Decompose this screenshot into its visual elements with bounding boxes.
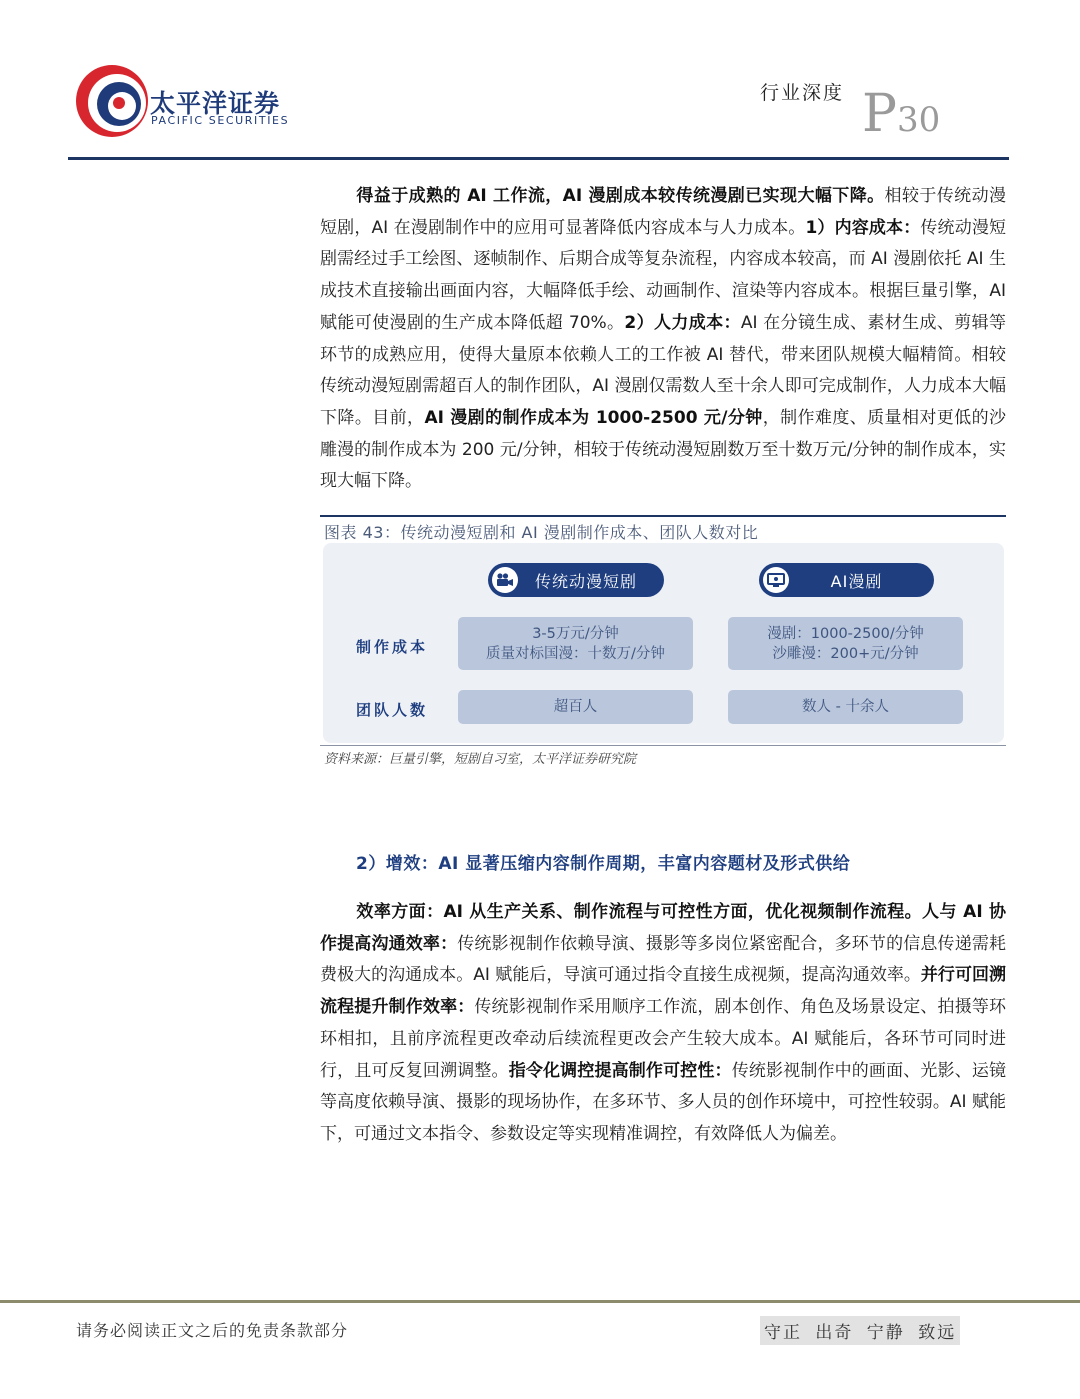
cell-traditional-team: [458, 690, 693, 724]
column-header-label: AI漫剧: [830, 571, 883, 591]
figure-bottom-rule: [320, 745, 1006, 746]
pacific-logo-icon: [72, 56, 162, 146]
cell-line: 数人 - 十余人: [802, 699, 889, 715]
para1-text: 相较于传统动漫短剧，AI 在漫剧制作中的应用可显著降低内容成本与人力成本。: [320, 186, 1007, 238]
paragraph-cost: [320, 181, 1006, 498]
para1-lead: 得益于成熟的 AI 工作流，AI 漫剧成本较传统漫剧已实现大幅下降。: [356, 186, 885, 206]
cell-line: 超百人: [553, 699, 598, 715]
para2-text: 传统影视制作依赖导演、摄影等多岗位紧密配合，多环节的信息传递需耗费极大的沟通成本。AI 赋能后，导演可通过指令直接生成视频，提高沟通效率。: [320, 933, 1007, 986]
para1-subhead-content: 1）内容成本：: [805, 217, 921, 238]
cell-line: 质量对标国漫：十数万/分钟: [486, 645, 665, 662]
cell-ai-cost: [728, 617, 963, 670]
figure-title: 图表 43：传统动漫短剧和 AI 漫剧制作成本、团队人数对比: [324, 523, 759, 542]
para2-text: 传统影视制作中的画面、光影、运镜等高度依赖导演、摄影的现场协作，在多环节、多人员的创作环境中，可控性较弱。AI 赋能下，可通过文本指令、参数设定等实现精准调控，有效降低人为偏差。: [320, 1060, 1007, 1144]
para2-subhead: 指令化调控提高制作可控性：: [508, 1060, 732, 1081]
page-prefix: P: [862, 84, 897, 144]
column-header-traditional: [488, 563, 664, 597]
cell-ai-team: [728, 690, 963, 724]
page-number-value: 30: [897, 100, 941, 140]
row-label-team: 团队人数: [356, 701, 429, 719]
column-header-ai: [759, 563, 934, 597]
brand-name-en: PACIFIC SECURITIES: [151, 114, 290, 127]
para2-text: 传统影视制作采用顺序工作流，剧本创作、角色及场景设定、拍摄等环环相扣，且前序流程更改牵动后续流程更改会产生较大成本。AI 赋能后，各环节可同时进行，且可反复回溯调整。: [320, 997, 1007, 1081]
footer-motto: 守正 出奇 宁静 致远: [760, 1316, 960, 1345]
para2-lead: 效率方面：AI 从生产关系、制作流程与可控性方面，优化视频制作流程。人与 AI 协作提高沟通效率：: [320, 902, 1006, 954]
para1-text: ，制作难度、质量相对更低的沙雕漫的制作成本为 200 元/分钟，相较于传统动漫短剧数万至十数万元/分钟的制作成本，实现大幅下降。: [320, 407, 1007, 492]
paragraph-efficiency: [320, 897, 1006, 1151]
cell-traditional-cost: [458, 617, 693, 670]
cell-line: 3-5万元/分钟: [532, 625, 619, 642]
cell-line: 沙雕漫：200+元/分钟: [772, 645, 919, 662]
row-label-cost: 制作成本: [356, 638, 429, 656]
para1-text: 传统动漫短剧需经过手工绘图、逐帧制作、后期合成等复杂流程，内容成本较高，而 AI 漫剧依托 AI 生成技术直接输出画面内容，大幅降低手绘、动画制作、渲染等内容成本。根据巨量引擎，AI 赋能可使漫剧的生产成本降低超 70%。: [320, 217, 1007, 333]
film-camera-icon: [492, 567, 518, 593]
cell-line: 漫剧：1000-2500/分钟: [767, 625, 924, 642]
footer-disclaimer: 请务必阅读正文之后的免责条款部分: [76, 1321, 349, 1340]
page-number: [862, 84, 940, 144]
para1-subhead-labor: 2）人力成本：: [624, 312, 741, 333]
footer-divider: [0, 1300, 1080, 1303]
column-header-label: 传统动漫短剧: [534, 571, 637, 591]
para2-subhead: 并行可回溯流程提升制作效率：: [320, 965, 1007, 1018]
section-heading: 2）增效：AI 显著压缩内容制作周期，丰富内容题材及形式供给: [356, 854, 851, 874]
figure-source: 资料来源：巨量引擎，短剧自习室，太平洋证券研究院: [324, 752, 637, 767]
para1-highlight: AI 漫剧的制作成本为 1000-2500 元/分钟: [424, 407, 763, 428]
brand-name-cn: 太平洋证券: [150, 89, 281, 118]
monitor-icon: [763, 567, 789, 593]
figure-top-rule: [320, 515, 1006, 517]
header-divider: [68, 157, 1009, 160]
para1-text: AI 在分镜生成、素材生成、剪辑等环节的成熟应用，使得大量原本依赖人工的工作被 AI 替代，带来团队规模大幅精简。相较传统动漫短剧需超百人的制作团队，AI 漫剧仅需数人至十余人即可完成制作，人力成本大幅下降。目前，: [320, 312, 1006, 428]
report-type: 行业深度: [760, 82, 845, 104]
